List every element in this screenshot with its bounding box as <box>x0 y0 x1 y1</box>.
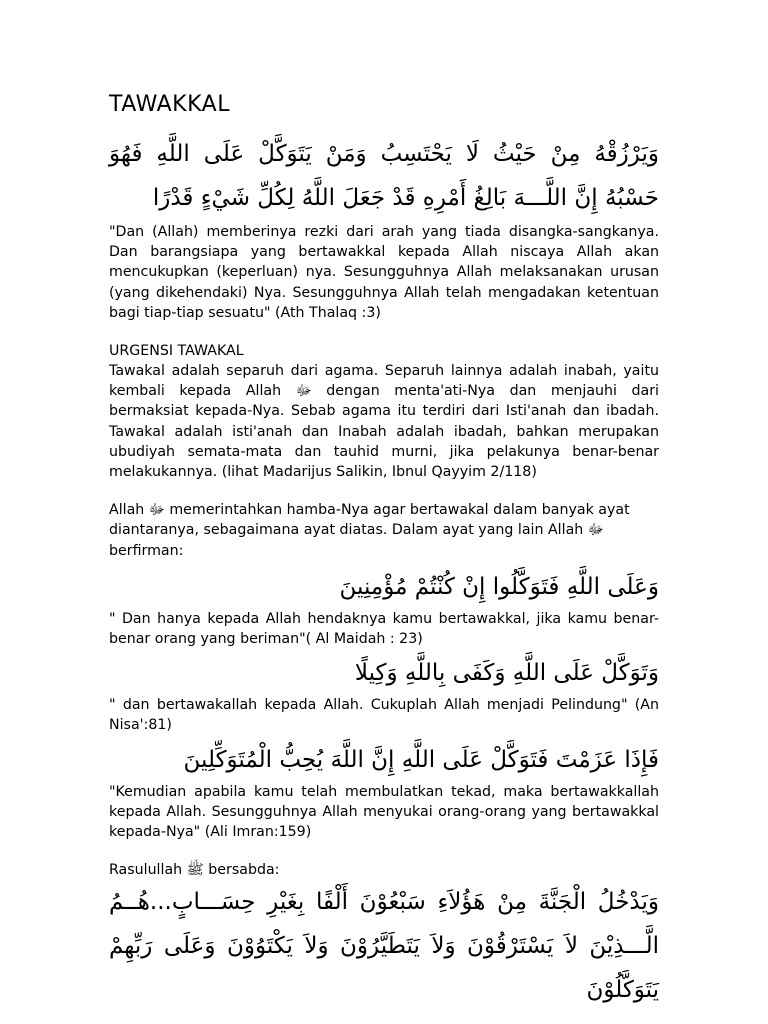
ayah-thalaq-3-translation: "Dan (Allah) memberinya rezki dari arah yang tiada disangka-sangkanya. Dan barangsiapa yang bertawakkal kepada Allah niscaya Allah akan mencukupkan (keperluan) nya. Sesungguhnya Allah melaksanakan urusan (yang dikehendaki) Nya. Sesungguhnya Allah telah mengadakan ketentuan bagi tiap-tiap sesuatu" (Ath Thalaq :3) <box>109 224 659 321</box>
ayah-nisa-81-translation: " dan bertawakallah kepada Allah. Cukuplah Allah menjadi Pelindung" (An Nisa':81) <box>109 697 659 734</box>
ayah-thalaq-3-arabic: وَيَرْزُقْهُ مِنْ حَيْثُ لَا يَحْتَسِبُ وَمَنْ يَتَوَكَّلْ عَلَى اللَّهِ فَهُوَ حَسْبُهُ إِنَّ اللَّـــهَ بَالِغُ أَمْرِهِ قَدْ جَعَلَ اللَّهُ لِكُلِّ شَيْءٍ قَدْرًا <box>109 141 659 211</box>
ayah-ali-imran-159-translation: "Kemudian apabila kamu telah membulatkan tekad, maka bertawakkallah kepada Allah. Sesungguhnya Allah menyukai orang-orang yang bertawakkal kepada-Nya" (Ali Imran:159) <box>109 783 659 841</box>
ayah-nisa-81-arabic: وَتَوَكَّلْ عَلَى اللَّهِ وَكَفَى بِاللَّهِ وَكِيلًا <box>354 660 659 687</box>
section-heading-urgensi: URGENSI TAWAKAL <box>109 343 244 360</box>
document-page <box>109 90 659 1012</box>
allah-command-paragraph: Allah ﷻ memerintahkan hamba-Nya agar bertawakal dalam banyak ayat diantaranya, sebagaimana ayat diatas. Dalam ayat yang lain Allah ﷻ berfirman: <box>109 502 630 559</box>
urgensi-paragraph: Tawakal adalah separuh dari agama. Separuh lainnya adalah inabah, yaitu kembali kepada Allah ﷻ dengan menta'ati-Nya dan menjauhi dari bermaksiat kepada-Nya. Sebab agama itu terdiri dari Isti'anah dan ibadah. Tawakal adalah isti'anah dan Inabah adalah ibadah, bahkan merupakan ubudiyah semata-mata dan tauhid murni, jika pelakunya benar-benar melakukannya. (lihat Madarijus Salikin, Ibnul Qayyim 2/118) <box>109 363 659 481</box>
page-title: TAWAKKAL <box>109 92 230 117</box>
ayah-ali-imran-159-arabic: فَإِذَا عَزَمْتَ فَتَوَكَّلْ عَلَى اللَّهِ إِنَّ اللَّهَ يُحِبُّ الْمُتَوَكِّلِينَ <box>183 746 659 773</box>
hadith-arabic: وَيَدْخُلُ الْجَنَّةَ مِنْ هَؤُلاَءِ سَبْعُوْنَ أَلْفًا بِغَيْرِ حِسَـــابٍ...هُــمُ الَّـــذِيْنَ لاَ يَسْتَرْقُوْنَ وَلاَ يَتَطَيَّرُوْنَ وَلاَ يَكْتَوُوْنَ وَعَلَى رَبِّهِمْ يَتَوَكَّلُوْنَ <box>109 889 659 1004</box>
ayah-maidah-23-arabic: وَعَلَى اللَّهِ فَتَوَكَّلُوا إِنْ كُنْتُمْ مُؤْمِنِينَ <box>339 573 659 600</box>
hadith-intro: Rasulullah ﷺ bersabda: <box>109 862 280 879</box>
ayah-maidah-23-translation: " Dan hanya kepada Allah hendaknya kamu bertawakkal, jika kamu benar-benar orang yang beriman"( Al Maidah : 23) <box>109 610 659 648</box>
